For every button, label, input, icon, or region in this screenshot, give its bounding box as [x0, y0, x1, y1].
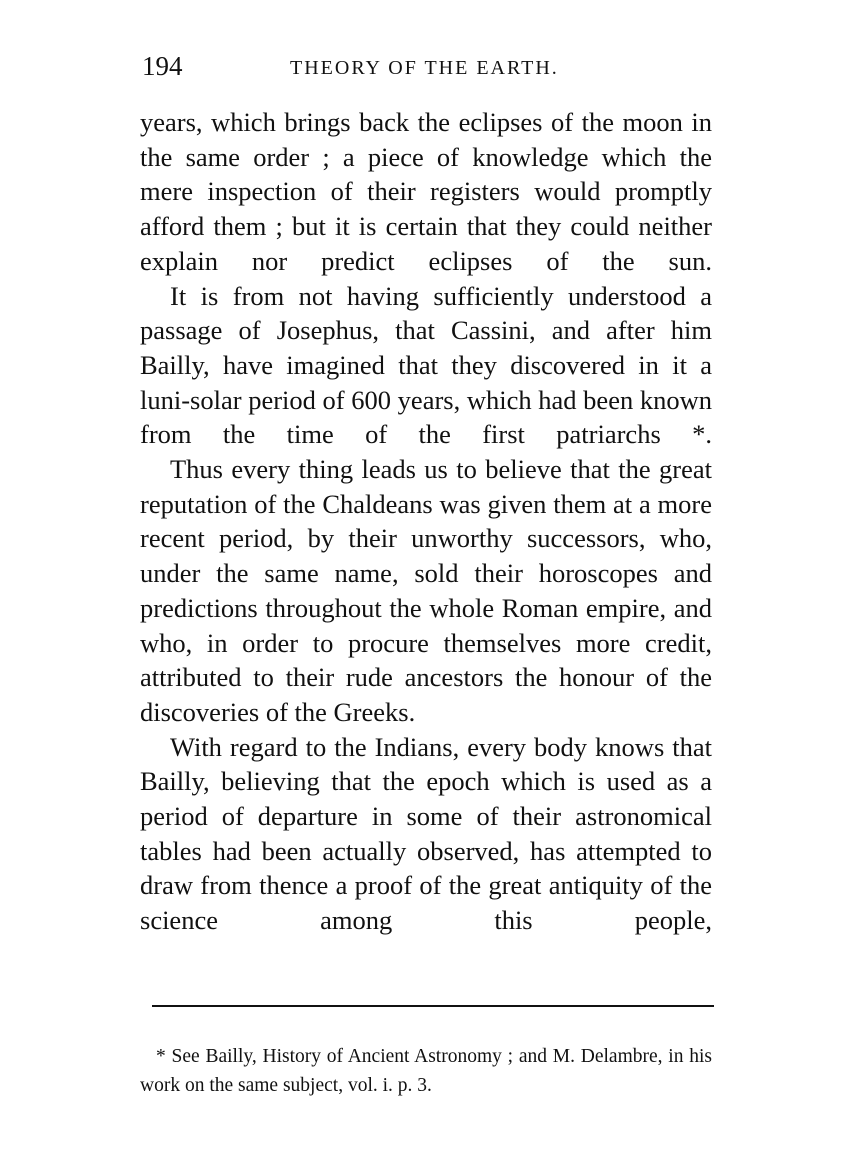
- footnote-rule: [152, 1005, 714, 1007]
- running-title: THEORY OF THE EARTH.: [290, 57, 559, 79]
- page-number: 194: [142, 51, 183, 81]
- body-text: [140, 105, 712, 938]
- paragraph: Thus every thing leads us to believe that the great reputation of the Chaldeans was given them at a more recent period, by their unworthy successors, who, under the same name, sold their horoscopes and predictions throughout the whole Roman empire, and who, in order to procure themselves more credit, attributed to their rude ancestors the honour of the discoveries of the Greeks.: [140, 454, 712, 727]
- paragraph: It is from not having sufficiently understood a passage of Josephus, that Cassini, and after him Bailly, have imagined that they discovered in it a luni-solar period of 600 years, which had been known from the time of the first patriarchs *.: [140, 280, 712, 450]
- footnote: [140, 1042, 712, 1100]
- paragraph: years, which brings back the eclipses of the moon in the same order ; a piece of knowledge which the mere inspection of their registers would promptly afford them ; but it is certain that they could neither explain nor predict eclipses of the sun.: [140, 107, 712, 276]
- running-head: [140, 48, 712, 84]
- footnote-text: * See Bailly, History of Ancient Astronomy ; and M. Delambre, in his work on the same subject, vol. i. p. 3.: [140, 1046, 712, 1096]
- paragraph: With regard to the Indians, every body knows that Bailly, believing that the epoch which is used as a period of departure in some of their astronomical tables had been actually observed, has attempted to draw from thence a proof of the great antiquity of the science among this people,: [140, 731, 712, 936]
